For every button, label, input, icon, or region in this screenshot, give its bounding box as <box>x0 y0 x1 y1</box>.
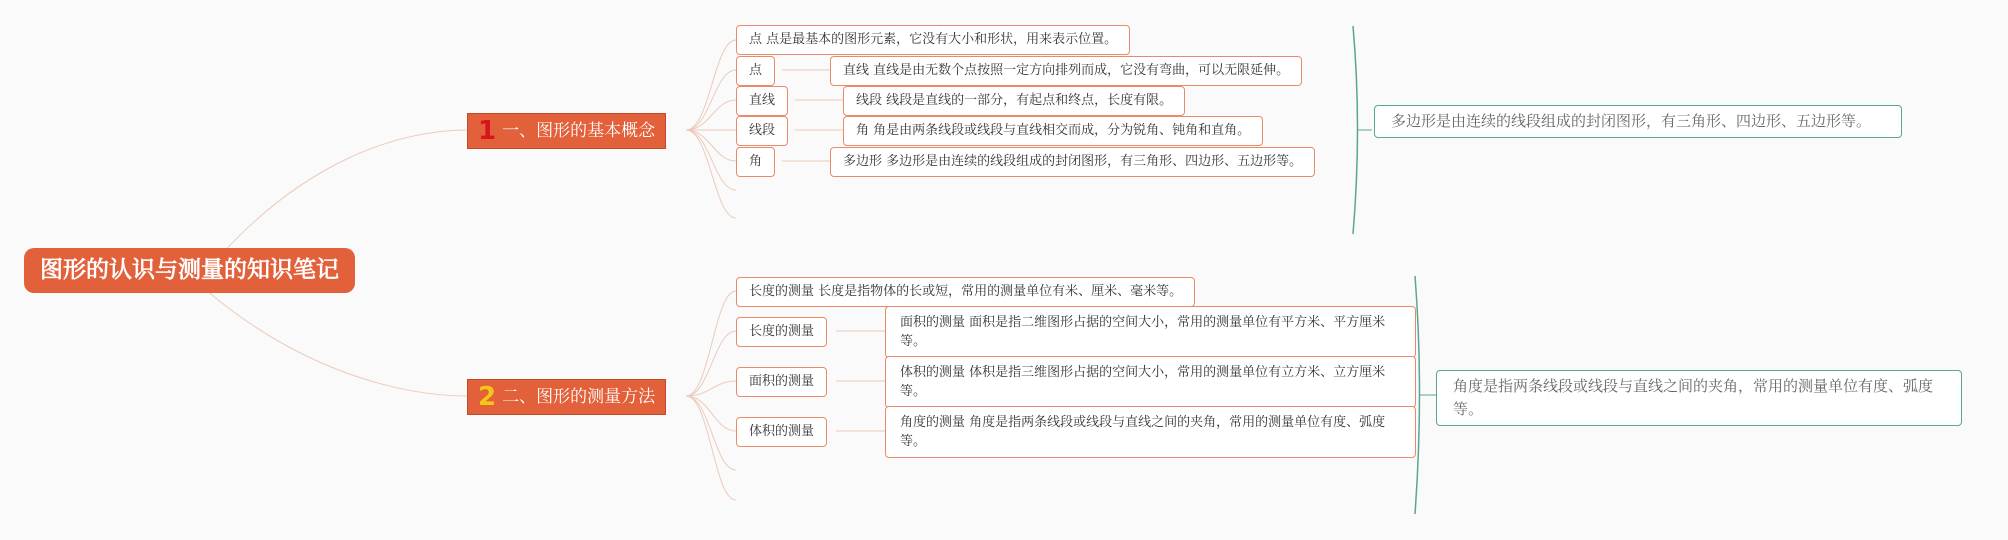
summary-brace-1 <box>1353 26 1358 234</box>
branch-1-detail-4[interactable]: 多边形 多边形是由连续的线段组成的封闭图形，有三角形、四边形、五边形等。 <box>830 147 1315 177</box>
branch-1-number: 1 <box>478 116 497 146</box>
branch-1-topic[interactable] <box>467 113 666 149</box>
branch-1-detail-3[interactable]: 角 角是由两条线段或线段与直线相交而成，分为锐角、钝角和直角。 <box>843 116 1263 146</box>
branch-2-topic[interactable] <box>467 379 666 415</box>
branch-1-detail-1[interactable]: 直线 直线是由无数个点按照一定方向排列而成，它没有弯曲，可以无限延伸。 <box>830 56 1302 86</box>
branch-2-number: 2 <box>478 382 497 412</box>
branch-1-top-item[interactable]: 点 点是最基本的图形元素，它没有大小和形状，用来表示位置。 <box>736 25 1130 55</box>
branch-2-item-1[interactable]: 长度的测量 <box>736 317 827 347</box>
connectors-branch-1 <box>686 40 736 218</box>
branch-1-item-1[interactable]: 点 <box>736 56 775 86</box>
root-topic[interactable] <box>24 248 355 293</box>
branch-2-top-item[interactable]: 长度的测量 长度是指物体的长或短，常用的测量单位有米、厘米、毫米等。 <box>736 277 1195 307</box>
connectors-branch-2-details <box>836 331 885 431</box>
branch-1-summary[interactable]: 多边形是由连续的线段组成的封闭图形，有三角形、四边形、五边形等。 <box>1374 105 1902 138</box>
branch-1-item-2[interactable]: 直线 <box>736 86 788 116</box>
branch-2-summary[interactable]: 角度是指两条线段或线段与直线之间的夹角，常用的测量单位有度、弧度等。 <box>1436 370 1962 426</box>
branch-1-detail-2[interactable]: 线段 线段是直线的一部分，有起点和终点，长度有限。 <box>843 86 1185 116</box>
connector-root-branch-2 <box>206 290 467 396</box>
branch-1-label: 一、图形的基本概念 <box>502 121 656 141</box>
root-title: 图形的认识与测量的知识笔记 <box>40 257 339 283</box>
branch-2-item-2[interactable]: 面积的测量 <box>736 367 827 397</box>
branch-2-label: 二、图形的测量方法 <box>502 387 656 407</box>
branch-2-detail-2[interactable]: 体积的测量 体积是指三维图形占据的空间大小，常用的测量单位有立方米、立方厘米等。 <box>885 356 1416 408</box>
branch-2-detail-3[interactable]: 角度的测量 角度是指两条线段或线段与直线之间的夹角，常用的测量单位有度、弧度等。 <box>885 406 1416 458</box>
branch-2-item-3[interactable]: 体积的测量 <box>736 417 827 447</box>
branch-1-item-3[interactable]: 线段 <box>736 116 788 146</box>
branch-2-detail-1[interactable]: 面积的测量 面积是指二维图形占据的空间大小，常用的测量单位有平方米、平方厘米等。 <box>885 306 1416 358</box>
connectors-branch-2 <box>686 291 736 500</box>
branch-1-item-4[interactable]: 角 <box>736 147 775 177</box>
